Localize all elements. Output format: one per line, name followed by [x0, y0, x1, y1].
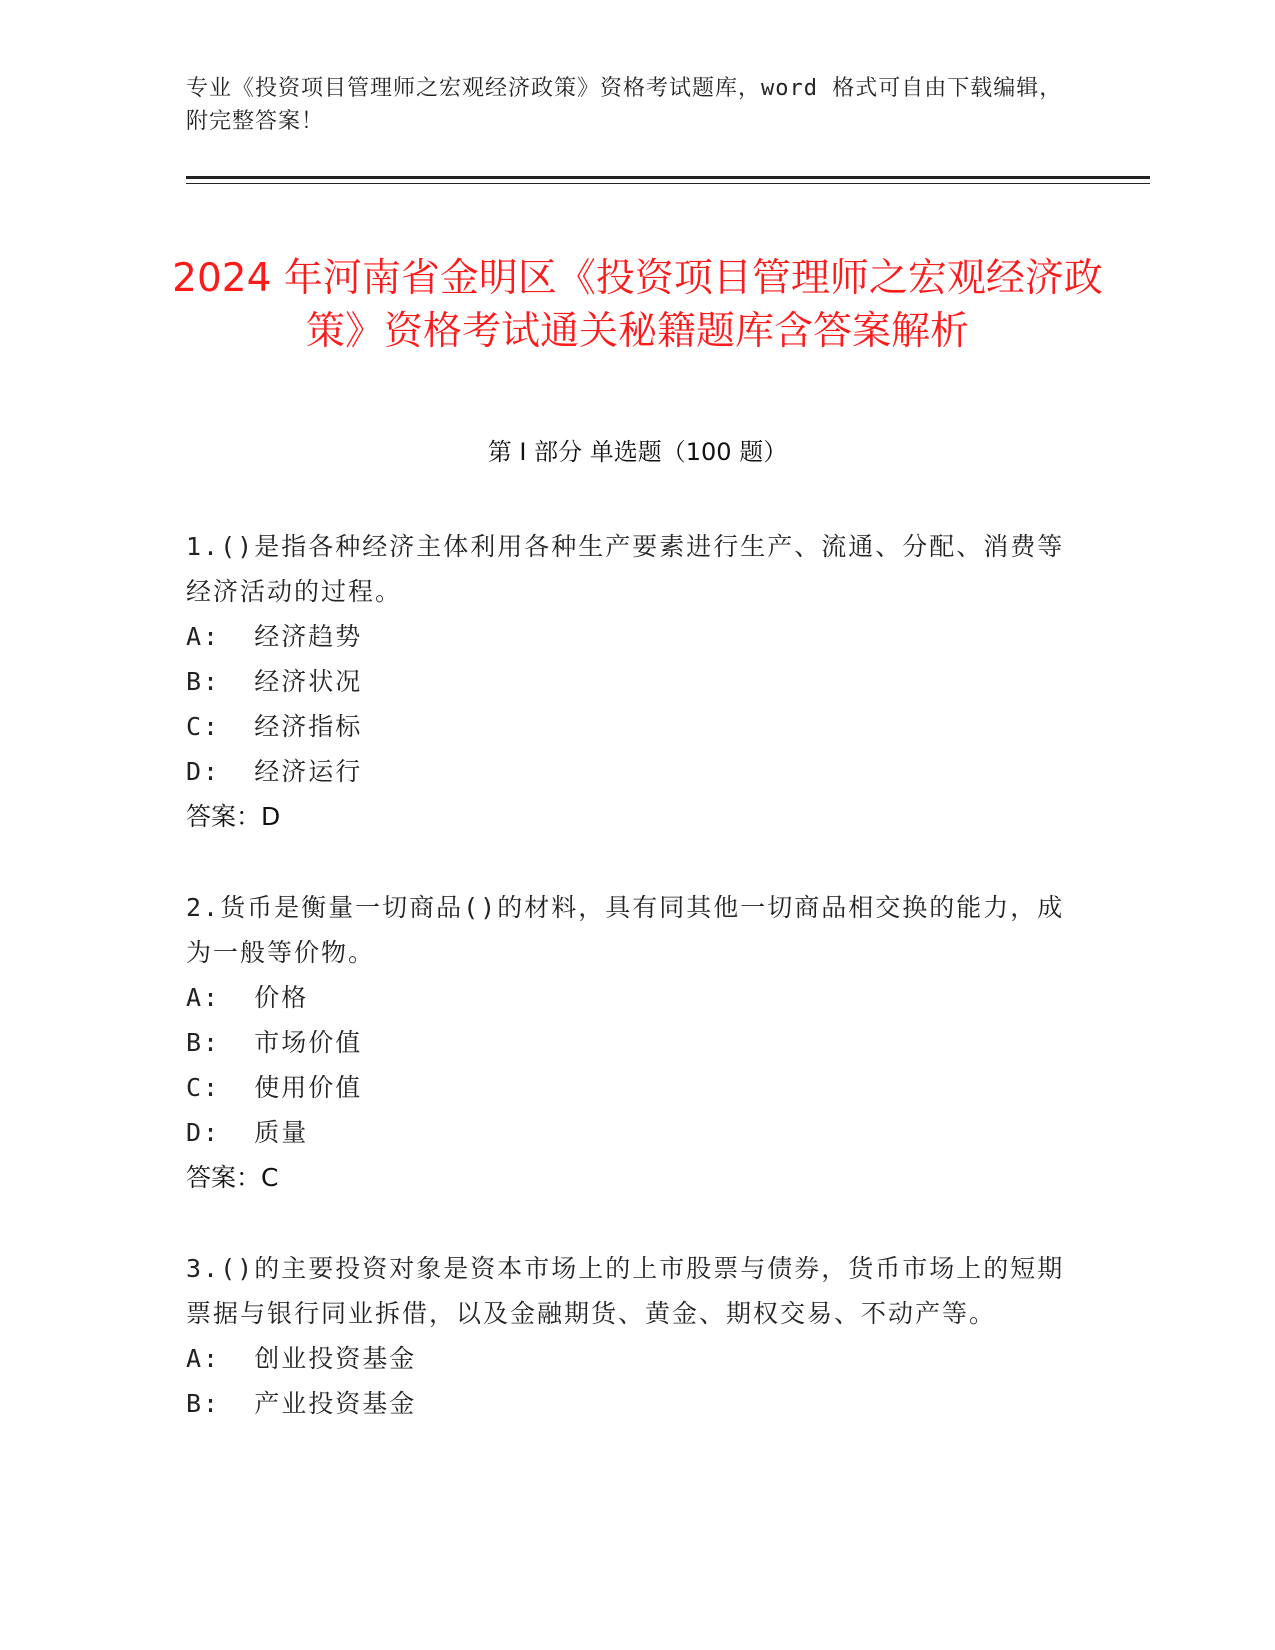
- question-stem: 1.()是指各种经济主体利用各种生产要素进行生产、流通、分配、消费等经济活动的过程。: [186, 532, 1065, 606]
- option-a: A: 经济趋势: [186, 622, 363, 651]
- header-divider-thin: [186, 183, 1150, 184]
- option-c: C: 使用价值: [186, 1073, 363, 1102]
- option-b: B: 市场价值: [186, 1028, 363, 1057]
- option-d: D: 质量: [186, 1118, 309, 1147]
- header-divider-thick: [186, 176, 1150, 179]
- answer-line: 答案：C: [186, 1163, 279, 1192]
- section-heading: 第 I 部分 单选题（100 题）: [487, 438, 788, 466]
- option-a: A: 创业投资基金: [186, 1344, 417, 1373]
- option-a: A: 价格: [186, 983, 309, 1012]
- option-b: B: 经济状况: [186, 667, 363, 696]
- document-title: 2024 年河南省金明区《投资项目管理师之宏观经济政策》资格考试通关秘籍题库含答案解析: [172, 256, 1103, 355]
- question-1: [186, 524, 1066, 839]
- question-list: [186, 524, 1066, 1472]
- question-3: [186, 1246, 1066, 1426]
- question-2: [186, 885, 1066, 1200]
- question-stem: 2.货币是衡量一切商品()的材料，具有同其他一切商品相交换的能力，成为一般等价物。: [186, 893, 1065, 967]
- option-d: D: 经济运行: [186, 757, 363, 786]
- question-stem: 3.()的主要投资对象是资本市场上的上市股票与债券，货币市场上的短期票据与银行同业拆借，以及金融期货、黄金、期权交易、不动产等。: [186, 1254, 1065, 1328]
- answer-line: 答案：D: [186, 802, 281, 831]
- option-b: B: 产业投资基金: [186, 1389, 417, 1418]
- option-c: C: 经济指标: [186, 712, 363, 741]
- header-note: 专业《投资项目管理师之宏观经济政策》资格考试题库，word 格式可自由下载编辑，附完整答案！: [186, 76, 1063, 134]
